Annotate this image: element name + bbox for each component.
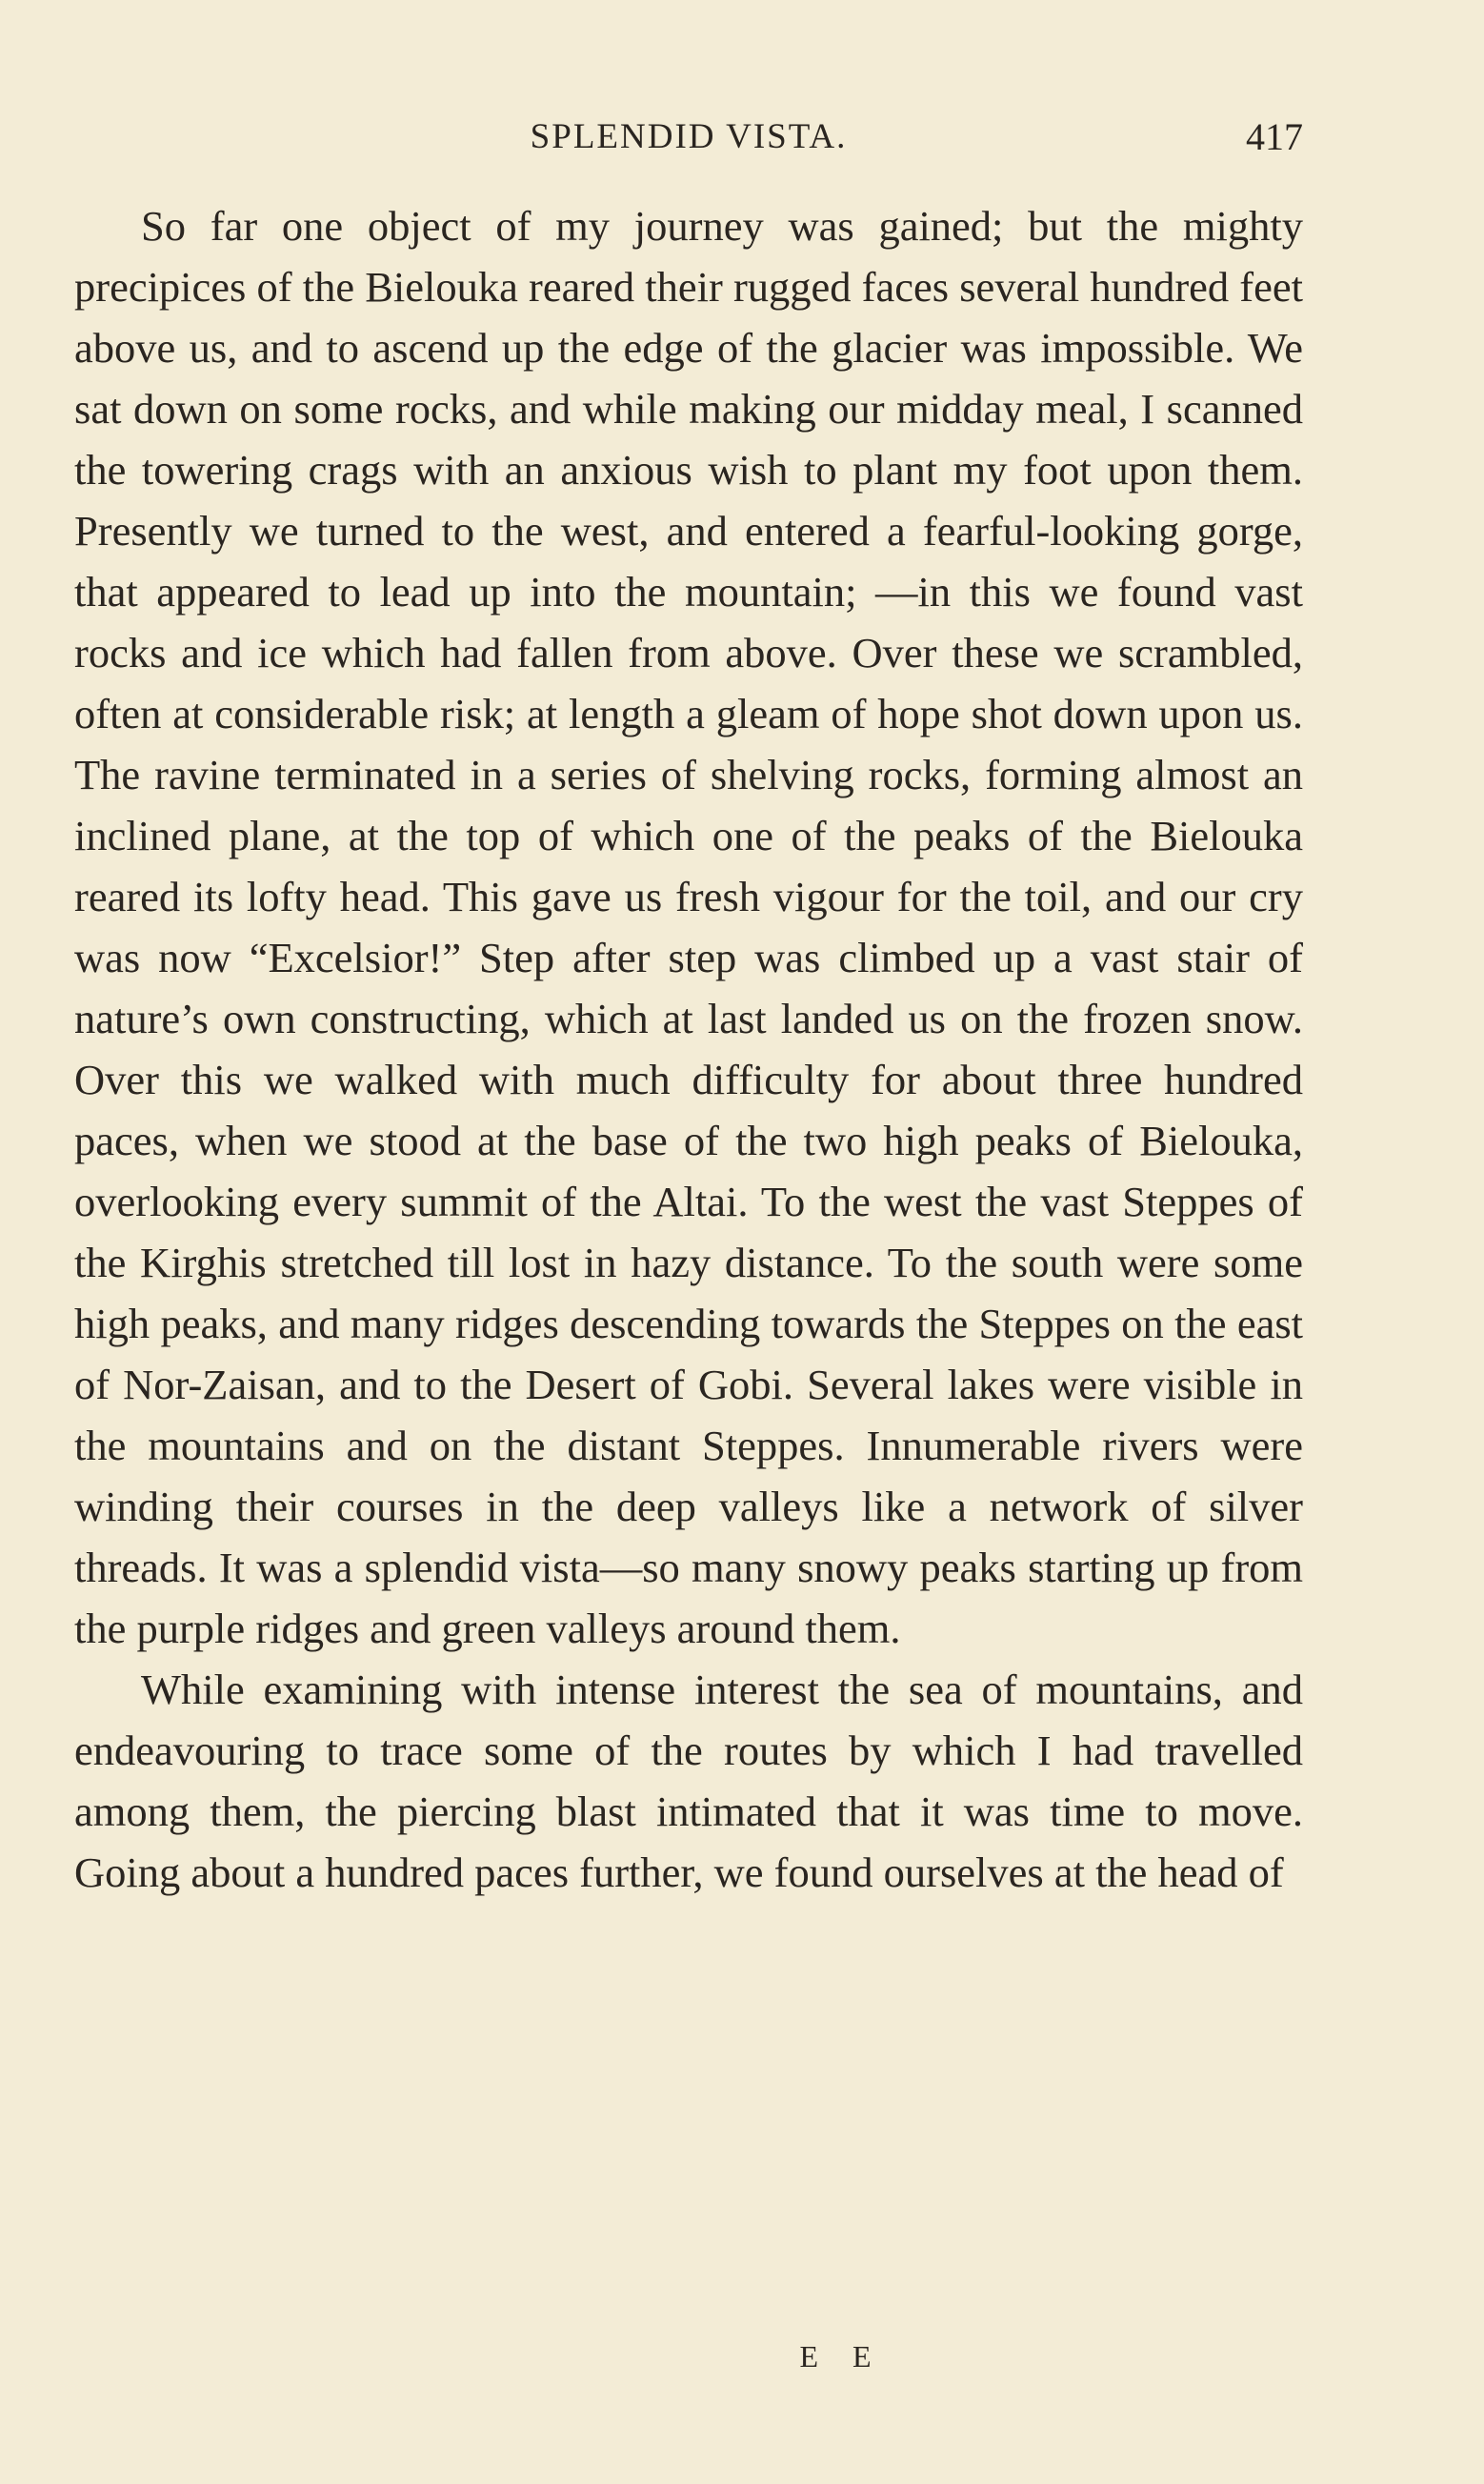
page-number: 417: [1246, 115, 1303, 158]
paragraph-1: So far one object of my journey was gained; but the mighty precipices of the Bielouka reared their rugged faces several hundred feet above us, and to ascend up the edge of the glacier was impossible. We sat down on some rocks, and while making our midday meal, I scanned the towering crags with an anxious wish to plant my foot upon them. Presently we turned to the west, and entered a fearful-looking gorge, that appeared to lead up into the mountain; —in this we found vast rocks and ice which had fallen from above. Over these we scrambled, often at considerable risk; at length a gleam of hope shot down upon us. The ravine terminated in a series of shelving rocks, forming almost an inclined plane, at the top of which one of the peaks of the Bielouka reared its lofty head. This gave us fresh vigour for the toil, and our cry was now “Excelsior!” Step after step was climbed up a vast stair of nature’s own constructing, which at last landed us on the frozen snow. Over this we walked with much difficulty for about three hundred paces, when we stood at the base of the two high peaks of Bielouka, overlooking every summit of the Altai. To the west the vast Steppes of the Kirghis stretched till lost in hazy distance. To the south were some high peaks, and many ridges descending towards the Steppes on the east of Nor-Zaisan, and to the Desert of Gobi. Several lakes were visible in the mountains and on the distant Steppes. Innumerable rivers were winding their courses in the deep valleys like a network of silver threads. It was a splendid vista—so many snowy peaks starting up from the purple ridges and green valleys around them.: [74, 202, 1303, 1652]
running-title: SPLENDID VISTA.: [530, 117, 848, 156]
signature-mark: E E: [799, 2339, 885, 2373]
running-head: [74, 107, 1303, 164]
paragraph-2: While examining with intense interest the sea of mountains, and endeavouring to trace some of the routes by which I had travelled among them, the piercing blast intimated that it was time to move. Going about a hundred paces further, we found ourselves at the head of: [74, 1666, 1303, 1896]
body-text: [74, 195, 1303, 1903]
